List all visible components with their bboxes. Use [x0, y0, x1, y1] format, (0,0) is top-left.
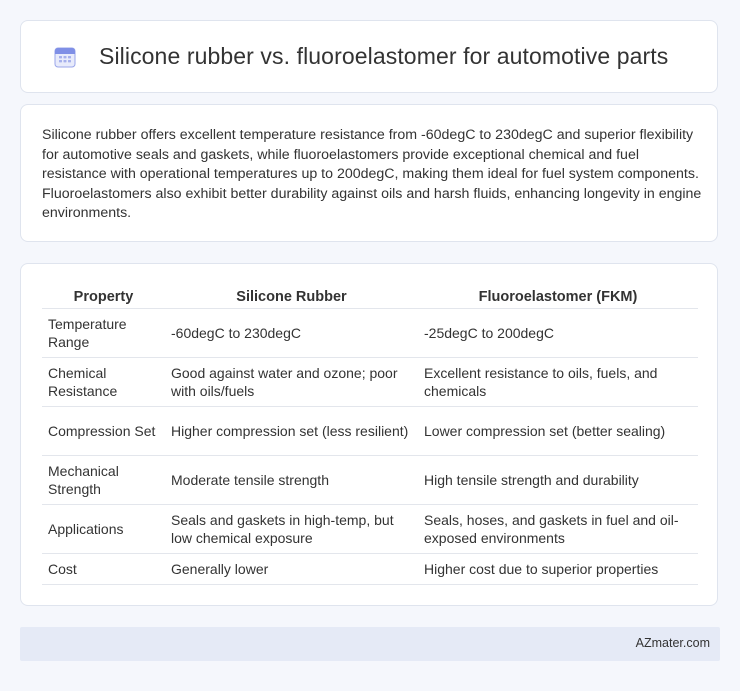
header-property: Property [42, 285, 165, 309]
table-row [42, 505, 698, 554]
silicone-cell: Seals and gaskets in high-temp, but low chemical exposure [165, 505, 418, 554]
fkm-cell: -25degC to 200degC [418, 309, 698, 358]
property-cell: Temperature Range [42, 309, 165, 358]
header-fkm: Fluoroelastomer (FKM) [418, 285, 698, 309]
table-row [42, 309, 698, 358]
fkm-cell: High tensile strength and durability [418, 456, 698, 505]
fkm-cell: Lower compression set (better sealing) [418, 407, 698, 456]
property-cell: Chemical Resistance [42, 358, 165, 407]
fkm-cell: Seals, hoses, and gaskets in fuel and oil-exposed environments [418, 505, 698, 554]
property-cell: Mechanical Strength [42, 456, 165, 505]
calendar-icon [53, 45, 77, 69]
table-header-row [42, 285, 698, 309]
page-title: Silicone rubber vs. fluoroelastomer for automotive parts [99, 43, 669, 69]
property-cell: Compression Set [42, 407, 165, 456]
silicone-cell: -60degC to 230degC [165, 309, 418, 358]
property-cell: Cost [42, 554, 165, 585]
fkm-cell: Higher cost due to superior properties [418, 554, 698, 585]
property-cell: Applications [42, 505, 165, 554]
title-card [20, 20, 718, 93]
footer-site-link[interactable]: AZmater.com [635, 636, 710, 650]
header-silicone: Silicone Rubber [165, 285, 418, 309]
comparison-card [20, 263, 718, 606]
comparison-table [42, 285, 698, 585]
table-row [42, 358, 698, 407]
fkm-cell: Excellent resistance to oils, fuels, and chemicals [418, 358, 698, 407]
table-row [42, 407, 698, 456]
silicone-cell: Moderate tensile strength [165, 456, 418, 505]
silicone-cell: Generally lower [165, 554, 418, 585]
silicone-cell: Higher compression set (less resilient) [165, 407, 418, 456]
silicone-cell: Good against water and ozone; poor with oils/fuels [165, 358, 418, 407]
table-row [42, 554, 698, 585]
summary-paragraph: Silicone rubber offers excellent temperature resistance from -60degC to 230degC and superior flexibility for automotive seals and gaskets, while fluoroelastomers provide exceptional chemical and fuel resistance with operational temperatures up to 200degC, making them ideal for fuel system components. Fluoroelastomers also exhibit better durability against oils and harsh fluids, enhancing longevity in engine environments. [42, 127, 702, 222]
summary-card [20, 104, 718, 242]
footer-bar [20, 627, 720, 661]
table-row [42, 456, 698, 505]
